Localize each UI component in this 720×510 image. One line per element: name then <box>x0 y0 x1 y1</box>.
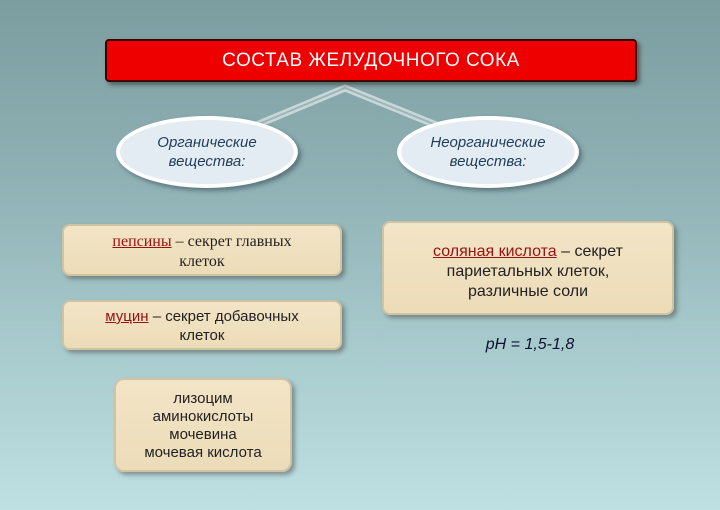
hydrochloric-acid-card <box>382 221 674 315</box>
misc-item-uric-acid: мочевая кислота <box>144 444 262 461</box>
pepsin-term: пепсины <box>112 233 172 250</box>
misc-item-lysozyme: лизоцим <box>173 390 233 407</box>
hcl-line2: париетальных клеток, <box>446 263 610 280</box>
organic-label-line2: вещества: <box>168 153 246 170</box>
hcl-term: соляная кислота <box>433 243 557 260</box>
inorganic-label-line2: вещества: <box>449 153 527 170</box>
mucin-card <box>62 300 342 350</box>
misc-organic-card <box>114 378 292 472</box>
organic-label-line1: Органические <box>157 134 257 151</box>
pepsin-line2: клеток <box>179 253 225 270</box>
inorganic-substances-oval <box>397 116 579 188</box>
pepsin-card <box>62 224 342 276</box>
misc-item-urea: мочевина <box>169 426 237 443</box>
pepsin-description: – секрет главных <box>171 233 292 250</box>
hcl-line1 <box>384 242 672 262</box>
mucin-line1 <box>64 307 340 326</box>
hcl-line3: различные соли <box>467 283 589 300</box>
page-title: СОСТАВ ЖЕЛУДОЧНОГО СОКА <box>222 49 520 71</box>
mucin-term: муцин <box>105 308 149 325</box>
inorganic-label-line1: Неорганические <box>430 134 546 151</box>
mucin-description: – секрет добавочных <box>148 308 299 325</box>
title-box <box>105 39 637 82</box>
misc-item-amino-acids: аминокислоты <box>152 408 254 425</box>
hcl-description: – секрет <box>556 243 623 260</box>
pepsin-line1 <box>64 232 340 252</box>
organic-substances-oval <box>116 116 298 188</box>
mucin-line2: клеток <box>179 327 225 344</box>
ph-value: pH = 1,5-1,8 <box>485 336 575 353</box>
